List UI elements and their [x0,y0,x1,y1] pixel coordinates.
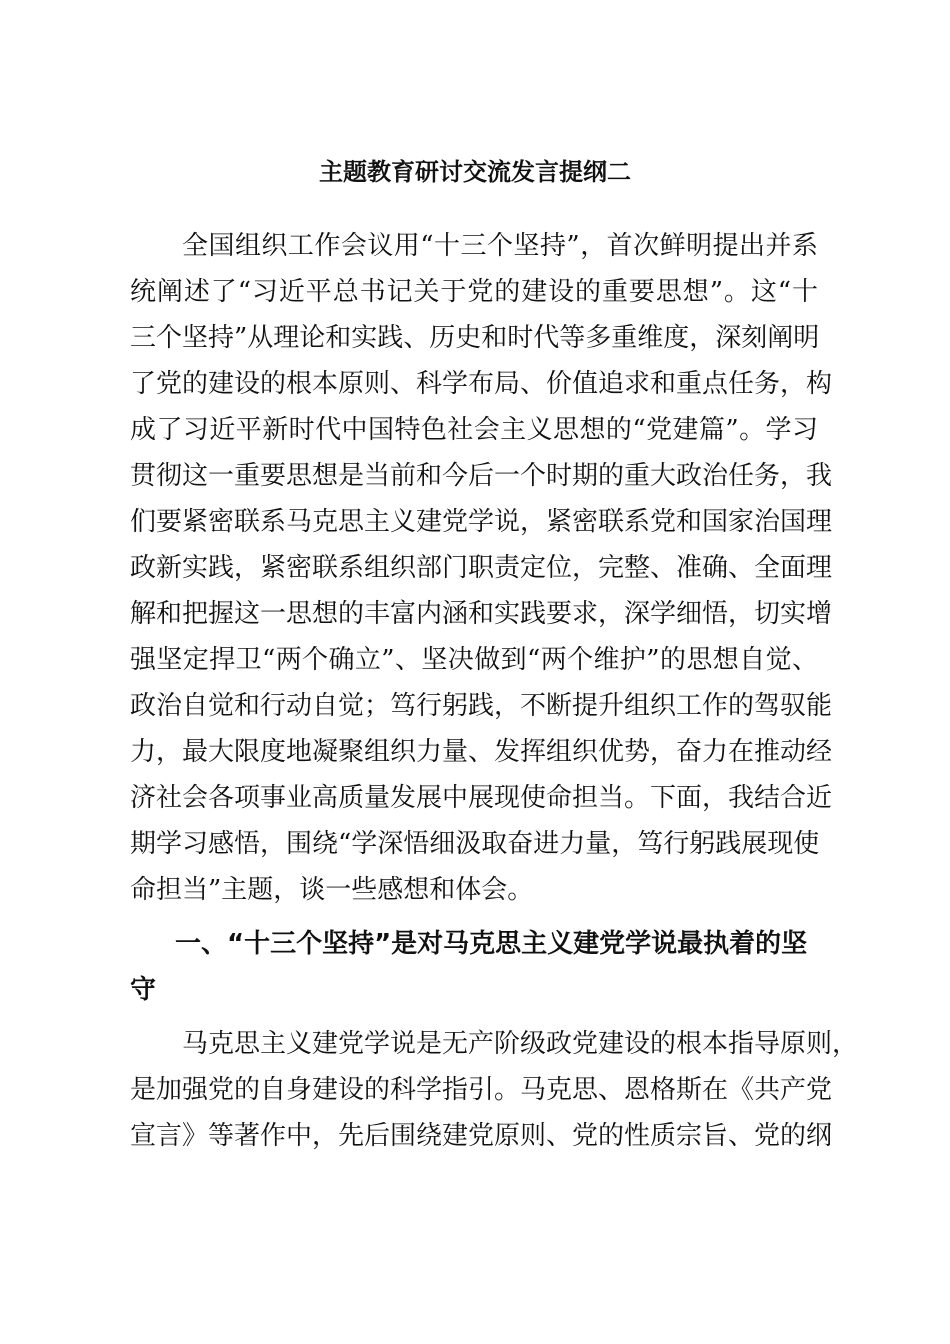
section-heading: 一、“十三个坚持”是对马克思主义建党学说最执着的坚 [175,929,808,959]
paragraph-line: 力，最大限度地凝聚组织力量、发挥组织优势，奋力在推动经 [130,737,833,767]
paragraph-line: 期学习感悟，围绕“学深悟细汲取奋进力量，笃行躬践展现使 [130,829,820,859]
paragraph-line: 政治自觉和行动自觉；笃行躬践，不断提升组织工作的驾驭能 [130,691,833,721]
paragraph-line: 了党的建设的根本原则、科学布局、价值追求和重点任务，构 [130,369,833,399]
paragraph-line: 们要紧密联系马克思主义建党学说，紧密联系党和国家治国理 [130,507,833,537]
paragraph-line: 马克思主义建党学说是无产阶级政党建设的根本指导原则， [182,1029,859,1059]
paragraph-line: 解和把握这一思想的丰富内涵和实践要求，深学细悟，切实增 [130,599,833,629]
paragraph-line: 政新实践，紧密联系组织部门职责定位，完整、准确、全面理 [130,553,833,583]
section-heading: 守 [130,975,157,1005]
paragraph-line: 全国组织工作会议用“十三个坚持”，首次鲜明提出并系 [182,231,818,261]
document-title: 主题教育研讨交流发言提纲二 [319,157,631,186]
paragraph-line: 命担当”主题，谈一些感想和体会。 [130,875,534,905]
paragraph-line: 是加强党的自身建设的科学指引。马克思、恩格斯在《共产党 [130,1075,833,1105]
paragraph-line: 济社会各项事业高质量发展中展现使命担当。下面，我结合近 [130,783,833,813]
paragraph-line: 贯彻这一重要思想是当前和今后一个时期的重大政治任务，我 [130,461,833,491]
paragraph-line: 三个坚持”从理论和实践、历史和时代等多重维度，深刻阐明 [130,323,820,353]
paragraph-line: 成了习近平新时代中国特色社会主义思想的“党建篇”。学习 [130,415,818,445]
paragraph-line: 宣言》等著作中，先后围绕建党原则、党的性质宗旨、党的纲 [130,1121,833,1151]
paragraph-line: 强坚定捍卫“两个确立”、坚决做到“两个维护”的思想自觉、 [130,645,818,675]
paragraph-line: 统阐述了“习近平总书记关于党的建设的重要思想”。这“十 [130,277,818,307]
